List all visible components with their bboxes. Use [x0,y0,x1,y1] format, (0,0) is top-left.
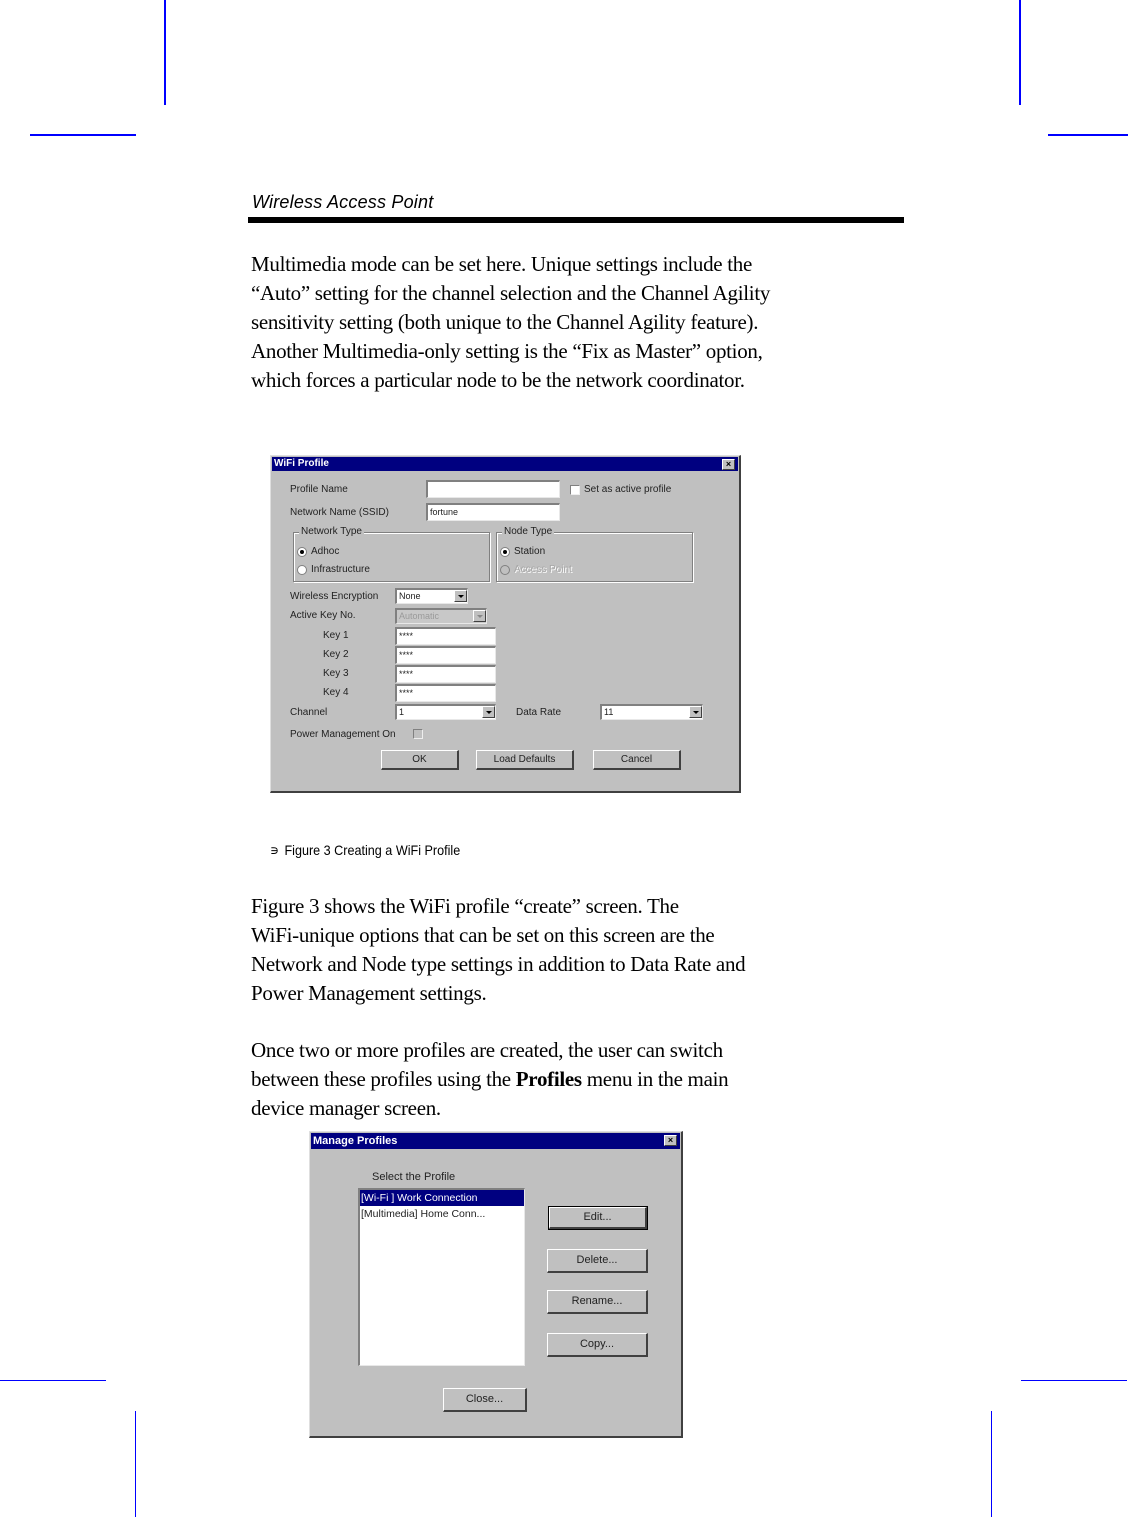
text-line: “Auto” setting for the channel selection and the Channel Agility [251,281,771,305]
crop-mark-bottom-right-horizontal [1021,1380,1127,1381]
close-icon[interactable]: × [664,1135,677,1146]
dialog-title: WiFi Profile [274,458,329,469]
key-2-label: Key 2 [323,649,349,660]
load-defaults-button[interactable]: Load Defaults [476,750,574,770]
copy-button[interactable]: Copy... [547,1333,648,1357]
dialog-title-bar [311,1133,680,1149]
intro-paragraph [251,250,861,395]
cancel-button[interactable]: Cancel [593,750,681,770]
active-key-value: Automatic [399,611,440,621]
crop-mark-bottom-right-vertical [991,1411,992,1517]
profiles-menu-term: Profiles [515,1067,582,1091]
text-line: Another Multimedia-only setting is the “Fix as Master” option, [251,339,763,363]
crop-mark-top-left-horizontal [30,134,136,136]
text-run: between these profiles using the [251,1067,516,1091]
profile-list-item[interactable]: [Multimedia] Home Conn... [361,1208,486,1220]
profiles-paragraph [251,1036,861,1123]
network-type-group [293,526,490,582]
node-type-group [496,526,693,582]
profile-listbox[interactable] [358,1188,525,1366]
access-point-label: Access Point [514,564,572,575]
power-management-checkbox[interactable] [413,729,423,739]
profile-name-label: Profile Name [290,484,348,495]
text-run: menu in the main [581,1067,729,1091]
rename-button[interactable]: Rename... [547,1290,648,1314]
chevron-down-icon[interactable] [454,590,467,602]
close-button[interactable]: Close... [443,1388,527,1412]
text-line: which forces a particular node to be the network coordinator. [251,368,745,392]
crop-mark-bottom-left-horizontal [0,1380,106,1381]
station-radio[interactable] [500,547,510,557]
set-active-profile-checkbox[interactable] [570,485,580,495]
key-1-label: Key 1 [323,630,349,641]
adhoc-radio[interactable] [297,547,307,557]
ssid-input[interactable]: fortune [426,503,560,521]
channel-value: 1 [399,707,405,717]
key-4-input[interactable]: **** [395,684,496,702]
text-line: Power Management settings. [251,981,487,1005]
text-line: device manager screen. [251,1096,441,1120]
manage-profiles-dialog [309,1131,683,1438]
key-3-label: Key 3 [323,668,349,679]
dialog-title: Manage Profiles [313,1135,398,1147]
ok-button[interactable]: OK [381,750,459,770]
data-rate-select[interactable] [600,704,703,720]
data-rate-value: 11 [604,707,614,717]
active-key-select[interactable] [395,608,487,624]
dialog-title-bar [272,457,738,471]
chevron-down-icon[interactable] [473,610,486,622]
close-icon[interactable]: × [722,459,735,470]
power-management-label: Power Management On [290,729,396,740]
text-line [251,1065,861,1094]
header-rule [248,217,904,223]
wireless-encryption-select[interactable] [395,588,468,604]
station-label: Station [514,546,546,557]
active-key-label: Active Key No. [290,610,356,621]
channel-select[interactable] [395,704,496,720]
network-type-legend: Network Type [301,526,362,537]
chevron-down-icon[interactable] [689,706,702,718]
crop-mark-bottom-left-vertical [135,1411,136,1517]
figure-caption [270,842,460,859]
chevron-down-icon[interactable] [482,706,495,718]
key-4-label: Key 4 [323,687,349,698]
key-1-input[interactable]: **** [395,627,496,645]
wireless-encryption-label: Wireless Encryption [290,591,379,602]
text-line: Network and Node type settings in addition to Data Rate and [251,952,746,976]
ssid-label: Network Name (SSID) [290,507,389,518]
crop-mark-top-left-vertical [164,0,166,105]
crop-mark-top-right-horizontal [1048,134,1128,136]
profile-list-item[interactable]: [Wi-Fi ] Work Connection [360,1190,524,1206]
select-profile-label: Select the Profile [372,1171,456,1183]
figure-description-paragraph [251,892,861,1008]
access-point-radio[interactable] [500,565,510,575]
text-line: Multimedia mode can be set here. Unique settings include the [251,252,753,276]
profile-name-input[interactable] [426,480,560,498]
text-line: Figure 3 shows the WiFi profile “create” screen. The [251,894,679,918]
key-2-input[interactable]: **** [395,646,496,664]
text-line: Once two or more profiles are created, the user can switch [251,1038,723,1062]
adhoc-label: Adhoc [311,546,340,557]
key-3-input[interactable]: **** [395,665,496,683]
node-type-legend: Node Type [504,526,553,537]
data-rate-label: Data Rate [516,707,562,718]
crop-mark-top-right-vertical [1019,0,1021,105]
wireless-encryption-value: None [399,591,421,601]
edit-button[interactable]: Edit... [549,1207,647,1229]
infrastructure-radio[interactable] [297,565,307,575]
caption-text: Figure 3 Creating a WiFi Profile [284,842,461,858]
wifi-profile-dialog [270,455,741,793]
text-line: WiFi-unique options that can be set on this screen are the [251,923,715,947]
caption-arrow-icon: ∍ [270,842,280,858]
delete-button[interactable]: Delete... [547,1249,648,1273]
running-head: Wireless Access Point [252,192,434,212]
channel-label: Channel [290,707,328,718]
set-active-profile-label: Set as active profile [584,484,672,495]
infrastructure-label: Infrastructure [311,564,370,575]
text-line: sensitivity setting (both unique to the Channel Agility feature). [251,310,759,334]
